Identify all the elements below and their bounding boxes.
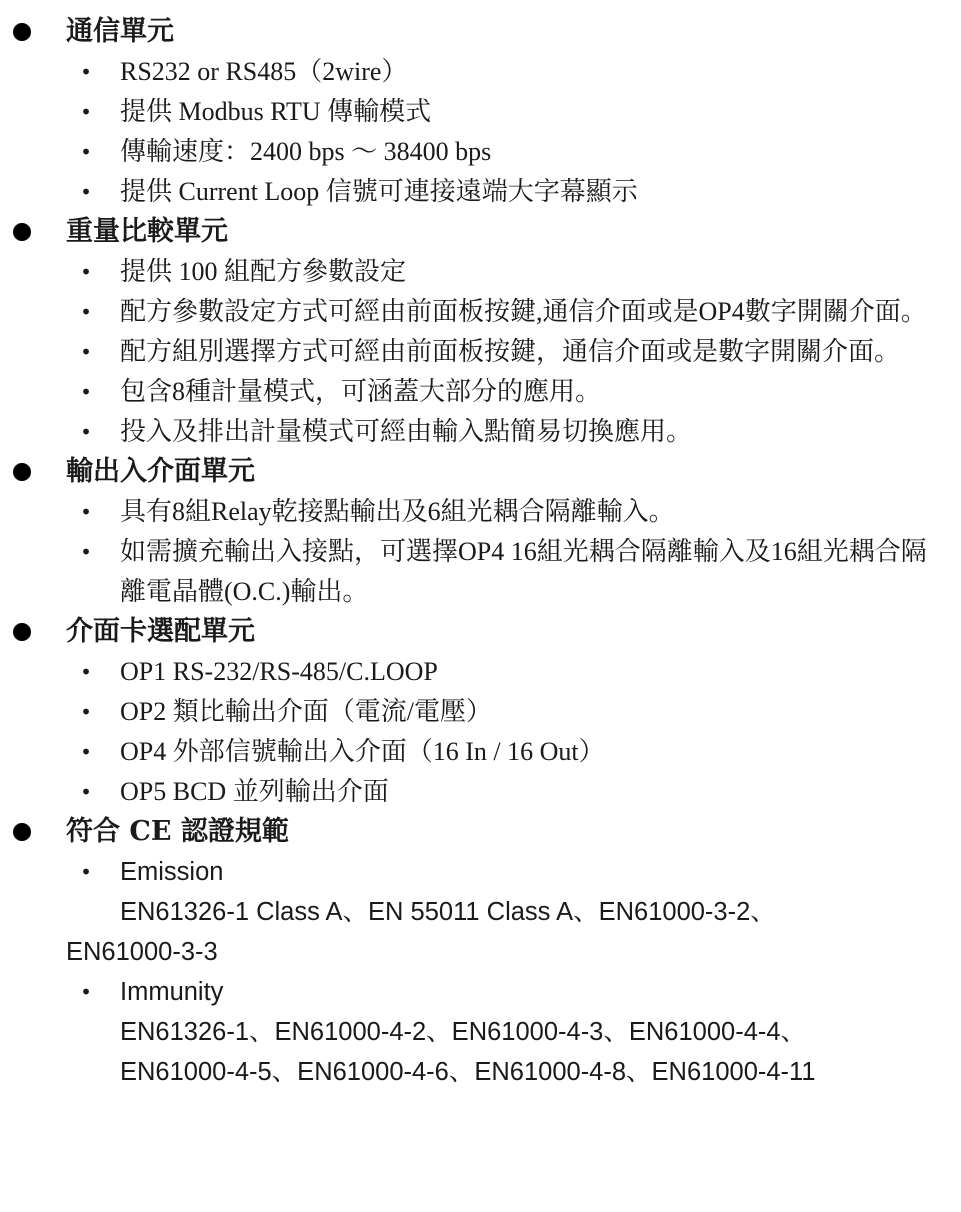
- emission-label: Emission: [120, 858, 224, 886]
- bullet-icon: •: [80, 740, 92, 764]
- list-item: • 具有8組Relay乾接點輸出及6組光耦合隔離輸入。: [0, 492, 961, 532]
- bullet-dot-icon: [13, 23, 31, 41]
- list-item: • 包含8種計量模式，可涵蓋大部分的應用。: [0, 372, 961, 412]
- section-title: 介面卡選配單元: [66, 616, 255, 647]
- emission-standards: EN61326-1 Class A、EN 55011 Class A、EN61000-3-2、: [120, 898, 776, 926]
- bullet-icon: •: [80, 860, 92, 884]
- bullet-icon: •: [80, 660, 92, 684]
- list-item: • RS232 or RS485（2wire）: [0, 52, 961, 92]
- list-item: • 提供 100 組配方參數設定: [0, 252, 961, 292]
- bullet-icon: •: [80, 180, 92, 204]
- spec-page: [0, 12, 961, 1212]
- list-item: • 傳輸速度：2400 bps ～ 38400 bps: [0, 132, 961, 172]
- section-heading: [0, 812, 961, 852]
- section-interface-cards: [0, 612, 961, 812]
- list-item: • 投入及排出計量模式可經由輸入點簡易切換應用。: [0, 412, 961, 452]
- bullet-icon: •: [80, 980, 92, 1004]
- section-title: 重量比較單元: [66, 216, 228, 247]
- section-title: 輸出入介面單元: [66, 456, 255, 487]
- section-heading: [0, 612, 961, 652]
- section-weight-comparison: [0, 212, 961, 452]
- list-item: • 提供 Modbus RTU 傳輸模式: [0, 92, 961, 132]
- section-heading: [0, 452, 961, 492]
- bullet-icon: •: [80, 60, 92, 84]
- list-item: • 提供 Current Loop 信號可連接遠端大字幕顯示: [0, 172, 961, 212]
- bullet-dot-icon: [13, 463, 31, 481]
- immunity-standards-cont: EN61000-4-5、EN61000-4-6、EN61000-4-8、EN61000-4-11: [120, 1058, 816, 1086]
- section-io-interface: [0, 452, 961, 612]
- bullet-icon: •: [80, 300, 92, 324]
- section-heading: [0, 12, 961, 52]
- section-title: 通信單元: [66, 16, 174, 47]
- emission-item: [0, 852, 961, 972]
- emission-standards-cont: EN61000-3-3: [66, 938, 218, 966]
- bullet-icon: •: [80, 420, 92, 444]
- bullet-icon: •: [80, 140, 92, 164]
- bullet-icon: •: [80, 100, 92, 124]
- immunity-label: Immunity: [120, 978, 224, 1006]
- bullet-dot-icon: [13, 223, 31, 241]
- list-item: • OP5 BCD 並列輸出介面: [0, 772, 961, 812]
- list-item: • OP4 外部信號輸出入介面（16 In / 16 Out）: [0, 732, 961, 772]
- section-heading: [0, 212, 961, 252]
- list-item: • OP1 RS-232/RS-485/C.LOOP: [0, 652, 961, 692]
- section-title: 符合 CE 認證規範: [66, 816, 289, 847]
- section-ce-certification: [0, 812, 961, 1092]
- list-item: • 如需擴充輸出入接點，可選擇OP4 16組光耦合隔離輸入及16組光耦合隔離電晶體(O.C.)輸出。: [0, 532, 961, 612]
- list-item: • 配方參數設定方式可經由前面板按鍵,通信介面或是OP4數字開關介面。: [0, 292, 961, 332]
- bullet-icon: •: [80, 500, 92, 524]
- bullet-dot-icon: [13, 823, 31, 841]
- section-communication: [0, 12, 961, 212]
- bullet-icon: •: [80, 700, 92, 724]
- bullet-icon: •: [80, 780, 92, 804]
- bullet-icon: •: [80, 340, 92, 364]
- list-item: • OP2 類比輸出介面（電流/電壓）: [0, 692, 961, 732]
- immunity-standards: EN61326-1、EN61000-4-2、EN61000-4-3、EN61000-4-4、: [120, 1018, 807, 1046]
- bullet-icon: •: [80, 540, 92, 564]
- bullet-icon: •: [80, 260, 92, 284]
- bullet-dot-icon: [13, 623, 31, 641]
- list-item: • 配方組別選擇方式可經由前面板按鍵，通信介面或是數字開關介面。: [0, 332, 961, 372]
- immunity-item: [0, 972, 961, 1092]
- bullet-icon: •: [80, 380, 92, 404]
